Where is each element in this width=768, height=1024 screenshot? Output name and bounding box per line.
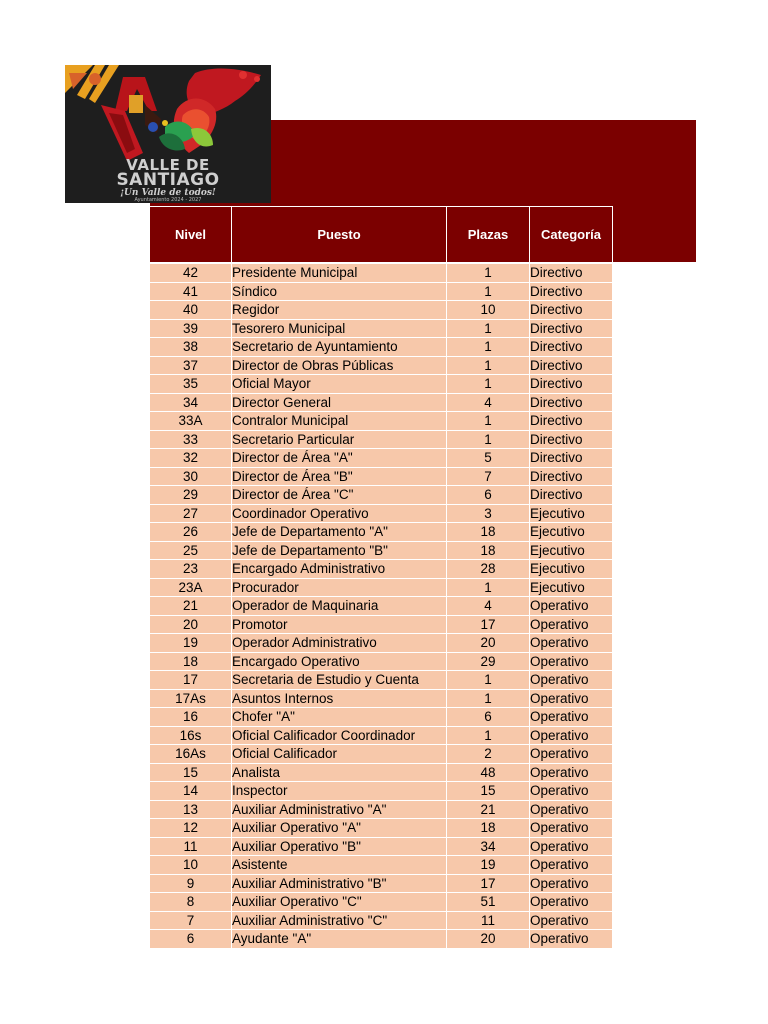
cell-nivel: 18 [150,652,232,671]
cell-categoria: Operativo [530,874,613,893]
table-row [150,301,613,320]
cell-categoria: Directivo [530,282,613,301]
cell-puesto: Director General [232,393,447,412]
cell-plazas: 6 [447,486,530,505]
cell-plazas: 19 [447,856,530,875]
table-row [150,634,613,653]
cell-puesto: Director de Área "A" [232,449,447,468]
cell-categoria: Operativo [530,671,613,690]
table-row [150,671,613,690]
cell-puesto: Síndico [232,282,447,301]
cell-puesto: Procurador [232,578,447,597]
table-row [150,708,613,727]
cell-plazas: 34 [447,837,530,856]
cell-categoria: Operativo [530,837,613,856]
cell-plazas: 1 [447,671,530,690]
table-row [150,486,613,505]
cell-plazas: 15 [447,782,530,801]
cell-categoria: Directivo [530,449,613,468]
cell-categoria: Operativo [530,893,613,912]
cell-nivel: 11 [150,837,232,856]
table-row [150,282,613,301]
table-row [150,930,613,949]
cell-puesto: Encargado Operativo [232,652,447,671]
cell-plazas: 48 [447,763,530,782]
cell-categoria: Operativo [530,726,613,745]
table-row [150,911,613,930]
cell-categoria: Directivo [530,412,613,431]
cell-categoria: Directivo [530,486,613,505]
table-row [150,893,613,912]
cell-puesto: Secretario Particular [232,430,447,449]
cell-plazas: 3 [447,504,530,523]
cell-puesto: Oficial Mayor [232,375,447,394]
cell-nivel: 10 [150,856,232,875]
cell-puesto: Coordinador Operativo [232,504,447,523]
cell-plazas: 10 [447,301,530,320]
cell-plazas: 2 [447,745,530,764]
cell-puesto: Director de Área "C" [232,486,447,505]
table-row [150,856,613,875]
municipal-logo [65,65,271,203]
cell-categoria: Directivo [530,319,613,338]
cell-categoria: Directivo [530,301,613,320]
cell-nivel: 33A [150,412,232,431]
cell-nivel: 32 [150,449,232,468]
cell-nivel: 37 [150,356,232,375]
cell-nivel: 27 [150,504,232,523]
table-row [150,467,613,486]
cell-plazas: 1 [447,263,530,282]
table-body [150,263,613,948]
table-row [150,319,613,338]
table-row [150,800,613,819]
cell-puesto: Inspector [232,782,447,801]
cell-categoria: Ejecutivo [530,523,613,542]
cell-puesto: Analista [232,763,447,782]
cell-nivel: 29 [150,486,232,505]
cell-categoria: Operativo [530,800,613,819]
cell-categoria: Operativo [530,819,613,838]
cell-plazas: 20 [447,930,530,949]
cell-categoria: Operativo [530,911,613,930]
cell-plazas: 5 [447,449,530,468]
cell-nivel: 25 [150,541,232,560]
table-row [150,726,613,745]
cell-nivel: 26 [150,523,232,542]
cell-plazas: 18 [447,819,530,838]
cell-plazas: 1 [447,578,530,597]
cell-puesto: Ayudante "A" [232,930,447,949]
cell-puesto: Tesorero Municipal [232,319,447,338]
cell-plazas: 4 [447,393,530,412]
logo-title-line1: VALLE DE [126,156,210,174]
cell-categoria: Operativo [530,930,613,949]
cell-plazas: 4 [447,597,530,616]
header-plazas: Plazas [447,207,530,264]
cell-puesto: Auxiliar Operativo "B" [232,837,447,856]
cell-puesto: Operador Administrativo [232,634,447,653]
cell-puesto: Chofer "A" [232,708,447,727]
cell-plazas: 51 [447,893,530,912]
cell-categoria: Ejecutivo [530,504,613,523]
table-row [150,263,613,282]
table-row [150,430,613,449]
cell-nivel: 30 [150,467,232,486]
table-row [150,782,613,801]
cell-nivel: 16As [150,745,232,764]
cell-plazas: 17 [447,874,530,893]
cell-nivel: 12 [150,819,232,838]
cell-nivel: 23A [150,578,232,597]
cell-categoria: Operativo [530,782,613,801]
table-header-row [150,207,613,264]
cell-puesto: Jefe de Departamento "B" [232,541,447,560]
table-row [150,597,613,616]
cell-plazas: 1 [447,689,530,708]
table-row [150,745,613,764]
cell-nivel: 38 [150,338,232,357]
cell-plazas: 1 [447,282,530,301]
cell-puesto: Operador de Maquinaria [232,597,447,616]
table-row [150,504,613,523]
cell-nivel: 35 [150,375,232,394]
cell-plazas: 18 [447,523,530,542]
cell-puesto: Secretario de Ayuntamiento [232,338,447,357]
cell-plazas: 1 [447,726,530,745]
cell-puesto: Oficial Calificador Coordinador [232,726,447,745]
cell-plazas: 1 [447,412,530,431]
cell-plazas: 6 [447,708,530,727]
cell-plazas: 11 [447,911,530,930]
cell-plazas: 1 [447,319,530,338]
cell-categoria: Operativo [530,615,613,634]
cell-categoria: Directivo [530,467,613,486]
cell-puesto: Encargado Administrativo [232,560,447,579]
header-puesto: Puesto [232,207,447,264]
cell-nivel: 13 [150,800,232,819]
table-row [150,356,613,375]
cell-puesto: Presidente Municipal [232,263,447,282]
cell-puesto: Asuntos Internos [232,689,447,708]
cell-categoria: Operativo [530,634,613,653]
table-row [150,689,613,708]
cell-nivel: 8 [150,893,232,912]
cell-nivel: 17As [150,689,232,708]
cell-plazas: 7 [447,467,530,486]
cell-categoria: Ejecutivo [530,578,613,597]
cell-plazas: 28 [447,560,530,579]
cell-categoria: Operativo [530,689,613,708]
cell-nivel: 15 [150,763,232,782]
cell-categoria: Ejecutivo [530,560,613,579]
cell-puesto: Secretaria de Estudio y Cuenta [232,671,447,690]
table-row [150,523,613,542]
cell-nivel: 33 [150,430,232,449]
table-row [150,412,613,431]
table-row [150,449,613,468]
cell-categoria: Operativo [530,763,613,782]
cell-plazas: 1 [447,356,530,375]
table-row [150,819,613,838]
cell-puesto: Auxiliar Operativo "A" [232,819,447,838]
cell-nivel: 42 [150,263,232,282]
cell-plazas: 1 [447,375,530,394]
logo-period: Ayuntamiento 2024 - 2027 [134,197,202,203]
cell-categoria: Directivo [530,356,613,375]
cell-puesto: Regidor [232,301,447,320]
cell-categoria: Operativo [530,708,613,727]
table-row [150,837,613,856]
cell-puesto: Asistente [232,856,447,875]
cell-plazas: 20 [447,634,530,653]
cell-plazas: 21 [447,800,530,819]
cell-categoria: Directivo [530,393,613,412]
table-row [150,560,613,579]
cell-puesto: Auxiliar Administrativo "A" [232,800,447,819]
cell-puesto: Auxiliar Administrativo "C" [232,911,447,930]
cell-nivel: 39 [150,319,232,338]
logo-title-line2: SANTIAGO [116,170,220,190]
cell-nivel: 21 [150,597,232,616]
cell-nivel: 7 [150,911,232,930]
table-row [150,338,613,357]
table-row [150,393,613,412]
cell-categoria: Directivo [530,375,613,394]
cell-puesto: Contralor Municipal [232,412,447,431]
cell-nivel: 19 [150,634,232,653]
logo-slogan: ¡Un Valle de todos! [120,188,216,198]
cell-puesto: Director de Área "B" [232,467,447,486]
table-row [150,763,613,782]
cell-categoria: Directivo [530,430,613,449]
cell-plazas: 1 [447,430,530,449]
header-nivel: Nivel [150,207,232,264]
table-row [150,615,613,634]
cell-categoria: Operativo [530,745,613,764]
table-row [150,375,613,394]
cell-plazas: 17 [447,615,530,634]
header-categoria: Categoría [530,207,613,264]
cell-plazas: 18 [447,541,530,560]
cell-nivel: 20 [150,615,232,634]
cell-nivel: 41 [150,282,232,301]
cell-nivel: 23 [150,560,232,579]
cell-categoria: Directivo [530,338,613,357]
cell-puesto: Oficial Calificador [232,745,447,764]
cell-nivel: 34 [150,393,232,412]
cell-categoria: Operativo [530,597,613,616]
cell-nivel: 40 [150,301,232,320]
cell-categoria: Operativo [530,856,613,875]
cell-plazas: 29 [447,652,530,671]
table-row [150,578,613,597]
cell-puesto: Director de Obras Públicas [232,356,447,375]
cell-nivel: 14 [150,782,232,801]
cell-nivel: 17 [150,671,232,690]
table-row [150,874,613,893]
table-row [150,541,613,560]
cell-puesto: Auxiliar Administrativo "B" [232,874,447,893]
cell-puesto: Promotor [232,615,447,634]
cell-nivel: 9 [150,874,232,893]
cell-nivel: 6 [150,930,232,949]
cell-nivel: 16 [150,708,232,727]
cell-categoria: Operativo [530,652,613,671]
cell-puesto: Auxiliar Operativo "C" [232,893,447,912]
cell-nivel: 16s [150,726,232,745]
cell-categoria: Ejecutivo [530,541,613,560]
salary-levels-table [149,206,613,949]
cell-categoria: Directivo [530,263,613,282]
cell-puesto: Jefe de Departamento "A" [232,523,447,542]
cell-plazas: 1 [447,338,530,357]
table-row [150,652,613,671]
